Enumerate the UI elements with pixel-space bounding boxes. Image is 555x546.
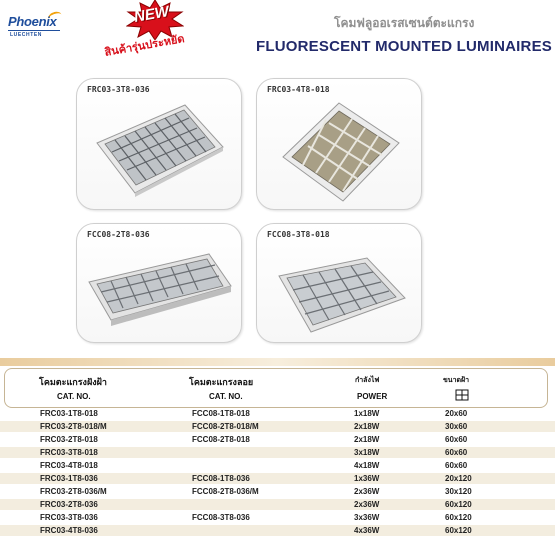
page-title-english: FLUORESCENT MOUNTED LUMINAIRES [256, 38, 552, 55]
product-card-fcc08-3t8-018 [256, 223, 422, 343]
cell-recessed-catno: FRC03-2T8-018 [40, 435, 98, 444]
cell-power: 2x18W [354, 422, 380, 431]
header-power-en: POWER [357, 392, 388, 401]
cell-size: 60x60 [445, 435, 468, 444]
product-card-frc03-3t8-036 [76, 78, 242, 210]
table-header [4, 368, 548, 408]
cell-size: 60x120 [445, 500, 472, 509]
badge-new-text: NEW [132, 3, 171, 26]
cell-recessed-catno: FRC03-1T8-036 [40, 474, 98, 483]
ceiling-grid-icon [455, 389, 469, 401]
product-code: FRC03-4T8-018 [267, 85, 330, 94]
cell-size: 30x120 [445, 487, 472, 496]
phoenix-logo [6, 10, 64, 44]
cell-size: 60x120 [445, 513, 472, 522]
table-row [0, 525, 555, 536]
cell-power: 2x18W [354, 435, 380, 444]
header-ceiling-size-thai: ขนาดฝ้า [443, 376, 470, 384]
surface-square-luminaire-image [271, 248, 411, 338]
square-recessed-luminaire-image [279, 99, 403, 205]
cell-power: 3x18W [354, 448, 380, 457]
table-row [0, 447, 555, 458]
cell-surface-catno: FCC08-2T8-018 [192, 435, 250, 444]
cell-size: 60x60 [445, 448, 468, 457]
table-row [0, 499, 555, 510]
product-code: FCC08-3T8-018 [267, 230, 330, 239]
cell-recessed-catno: FRC03-3T8-036 [40, 513, 98, 522]
product-code: FCC08-2T8-036 [87, 230, 150, 239]
cell-recessed-catno: FRC03-4T8-018 [40, 461, 98, 470]
cell-surface-catno: FCC08-1T8-036 [192, 474, 250, 483]
table-row [0, 460, 555, 471]
cell-recessed-catno: FRC03-2T8-036 [40, 500, 98, 509]
cell-power: 2x36W [354, 500, 380, 509]
header-surface-catno: CAT. NO. [209, 392, 243, 401]
cell-recessed-catno: FRC03-3T8-018 [40, 448, 98, 457]
header-recessed-thai: โคมตะแกรงฝังฝ้า [39, 378, 107, 388]
logo-divider [8, 30, 60, 31]
table-band [0, 358, 555, 366]
cell-size: 30x60 [445, 422, 468, 431]
cell-surface-catno: FCC08-3T8-036 [192, 513, 250, 522]
cell-recessed-catno: FRC03-4T8-036 [40, 526, 98, 535]
cell-recessed-catno: FRC03-1T8-018 [40, 409, 98, 418]
cell-power: 2x36W [354, 487, 380, 496]
cell-size: 60x60 [445, 461, 468, 470]
cell-size: 60x120 [445, 526, 472, 535]
cell-power: 3x36W [354, 513, 380, 522]
header-surface-thai: โคมตะแกรงลอย [189, 378, 254, 388]
cell-power: 1x18W [354, 409, 380, 418]
cell-recessed-catno: FRC03-2T8-036/M [40, 487, 107, 496]
page-title-thai: โคมฟลูออเรสเซนต์ตะแกรง [334, 16, 475, 30]
product-code: FRC03-3T8-036 [87, 85, 150, 94]
recessed-luminaire-image [91, 101, 227, 205]
header-power-thai: กำลังไฟ [355, 376, 380, 384]
product-card-frc03-4t8-018 [256, 78, 422, 210]
cell-power: 4x18W [354, 461, 380, 470]
table-row [0, 421, 555, 432]
cell-size: 20x120 [445, 474, 472, 483]
table-row [0, 512, 555, 523]
table-row [0, 408, 555, 419]
cell-power: 4x36W [354, 526, 380, 535]
header-recessed-catno: CAT. NO. [57, 392, 91, 401]
cell-recessed-catno: FRC03-2T8-018/M [40, 422, 107, 431]
surface-luminaire-image [83, 244, 237, 338]
logo-brand-name: Phoenix [8, 14, 57, 29]
cell-power: 1x36W [354, 474, 380, 483]
logo-brand-sub: LUECHTEN [10, 32, 43, 38]
table-row [0, 486, 555, 497]
product-card-fcc08-2t8-036 [76, 223, 242, 343]
table-row [0, 434, 555, 445]
cell-surface-catno: FCC08-1T8-018 [192, 409, 250, 418]
cell-surface-catno: FCC08-2T8-036/M [192, 487, 259, 496]
cell-surface-catno: FCC08-2T8-018/M [192, 422, 259, 431]
badge-thai-text: สินค้ารุ่นประหยัด [103, 32, 186, 59]
table-row [0, 473, 555, 484]
cell-size: 20x60 [445, 409, 468, 418]
